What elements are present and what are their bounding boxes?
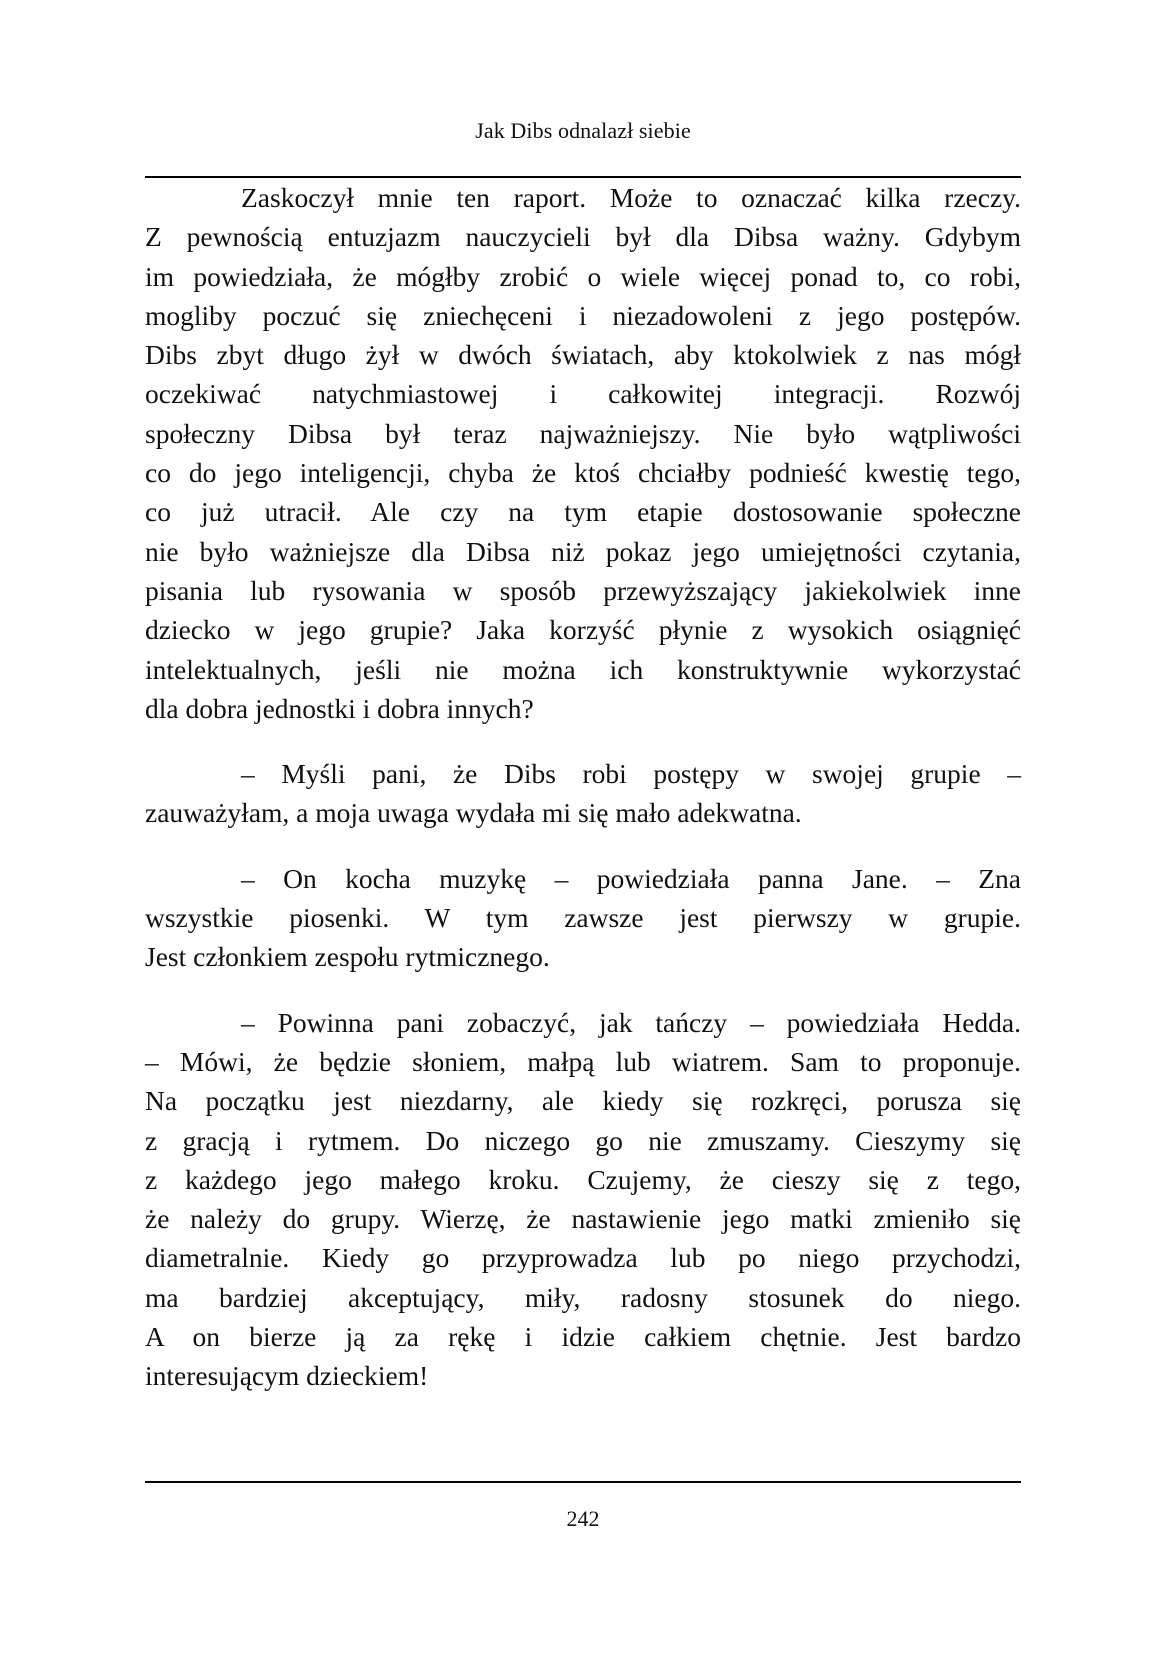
paragraph-2 — [145, 754, 1021, 833]
text-line: – On kocha muzykę – powiedziała panna Jane. – Zna — [241, 862, 1021, 894]
body-text — [145, 178, 1021, 1396]
text-line: – Powinna pani zobaczyć, jak tańczy – powiedziała Hedda. — [241, 1006, 1021, 1038]
text-line: Z pewnością entuzjazm nauczycieli był dla Dibsa ważny. Gdybym — [145, 221, 1021, 253]
text-line: im powiedziała, że mógłby zrobić o wiele więcej ponad to, co robi, — [145, 260, 1021, 292]
text-line: z każdego jego małego kroku. Czujemy, że cieszy się z tego, — [145, 1163, 1021, 1195]
text-line: nie było ważniejsze dla Dibsa niż pokaz jego umiejętności czytania, — [145, 535, 1021, 567]
text-line: Jest członkiem zespołu rytmicznego. — [145, 941, 550, 973]
text-line: oczekiwać natychmiastowej i całkowitej integracji. Rozwój — [145, 378, 1021, 410]
text-line: co do jego inteligencji, chyba że ktoś chciałby podnieść kwestię tego, — [145, 457, 1021, 489]
text-line: diametralnie. Kiedy go przyprowadza lub po niego przychodzi, — [145, 1242, 1021, 1274]
paragraph-3 — [145, 859, 1021, 977]
text-line: – Myśli pani, że Dibs robi postępy w swojej grupie – — [241, 758, 1021, 790]
text-line: społeczny Dibsa był teraz najważniejszy. Nie było wątpliwości — [145, 417, 1021, 449]
text-line: Zaskoczył mnie ten raport. Może to oznaczać kilka rzeczy. — [241, 182, 1021, 213]
running-header-title: Jak Dibs odnalazł siebie — [475, 118, 691, 143]
text-line: z gracją i rytmem. Do niczego go nie zmuszamy. Cieszymy się — [145, 1124, 1021, 1156]
text-line: A on bierze ją za rękę i idzie całkiem chętnie. Jest bardzo — [145, 1321, 1021, 1353]
paragraph-1 — [145, 178, 1021, 728]
page-number: 242 — [566, 1506, 600, 1531]
text-line: dla dobra jednostki i dobra innych? — [145, 692, 534, 724]
text-line: mogliby poczuć się zniechęceni i niezadowoleni z jego postępów. — [145, 299, 1021, 331]
text-line: Dibs zbyt długo żył w dwóch światach, aby ktokolwiek z nas mógł — [145, 339, 1021, 371]
text-line: – Mówi, że będzie słoniem, małpą lub wiatrem. Sam to proponuje. — [145, 1045, 1021, 1077]
paragraph-4 — [145, 1003, 1021, 1396]
text-line: Na początku jest niezdarny, ale kiedy się rozkręci, porusza się — [145, 1085, 1021, 1117]
text-line: że należy do grupy. Wierzę, że nastawienie jego matki zmieniło się — [145, 1203, 1021, 1235]
footer-rule — [145, 1481, 1021, 1483]
text-line: intelektualnych, jeśli nie można ich konstruktywnie wykorzystać — [145, 653, 1021, 685]
text-line: interesującym dzieckiem! — [145, 1360, 429, 1392]
text-line: pisania lub rysowania w sposób przewyższający jakiekolwiek inne — [145, 574, 1021, 606]
text-line: wszystkie piosenki. W tym zawsze jest pierwszy w grupie. — [145, 902, 1021, 934]
text-line: dziecko w jego grupie? Jaka korzyść płynie z wysokich osiągnięć — [145, 614, 1021, 646]
text-line: co już utracił. Ale czy na tym etapie dostosowanie społeczne — [145, 496, 1021, 528]
text-line: zauważyłam, a moja uwaga wydała mi się mało adekwatna. — [145, 797, 802, 829]
text-line: ma bardziej akceptujący, miły, radosny stosunek do niego. — [145, 1281, 1021, 1313]
